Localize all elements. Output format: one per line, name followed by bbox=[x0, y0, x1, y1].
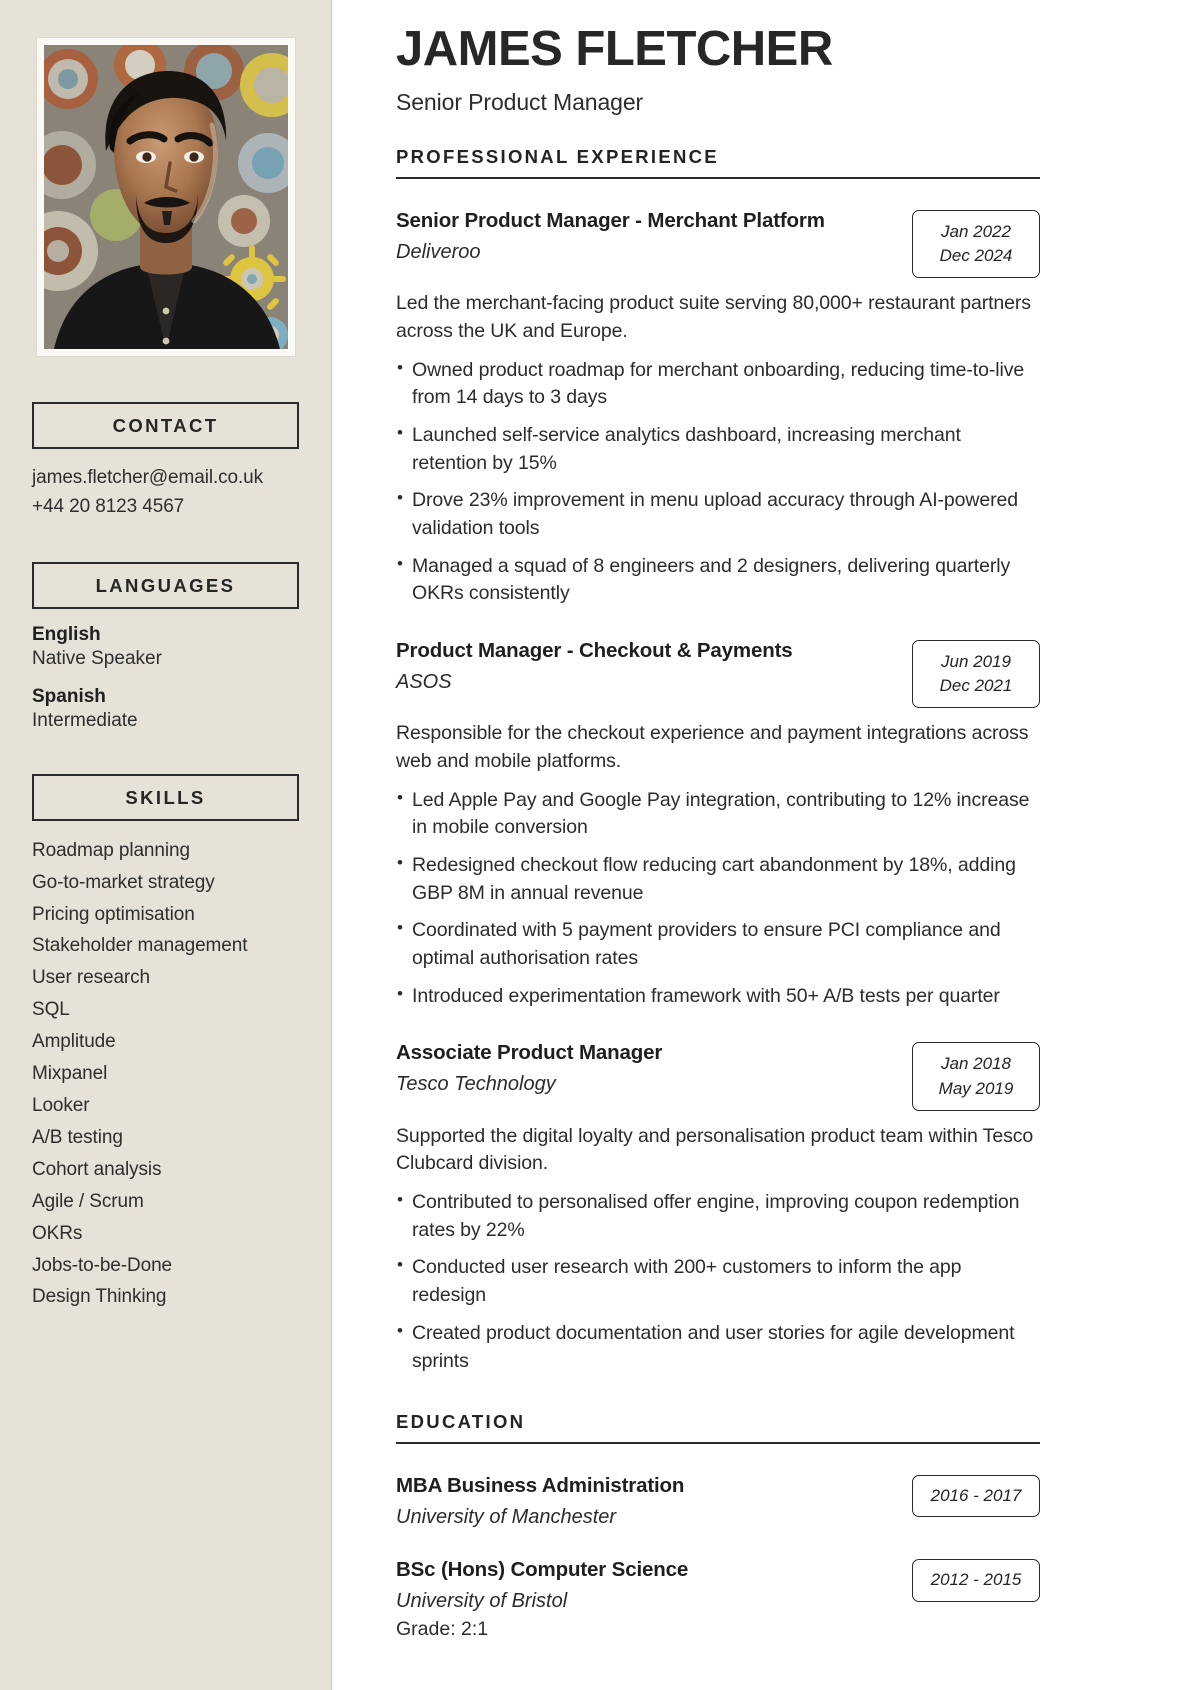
skill-item: Go-to-market strategy bbox=[32, 871, 215, 893]
bullet-item: • Contributed to personalised offer engine, improving coupon redemption rates by 22% bbox=[396, 1189, 1040, 1244]
contact-phone[interactable]: +44 20 8123 4567 bbox=[32, 496, 185, 518]
education-entry bbox=[396, 1557, 1040, 1642]
skill-item: A/B testing bbox=[32, 1126, 123, 1148]
education-date-badge: 2016 - 2017 bbox=[912, 1475, 1040, 1517]
experience-entry bbox=[396, 1040, 1040, 1375]
experience-bullets bbox=[396, 1189, 1040, 1375]
education-entry bbox=[396, 1473, 1040, 1531]
experience-organisation: Tesco Technology bbox=[396, 1073, 556, 1096]
experience-entry bbox=[396, 638, 1040, 1010]
contact-heading: CONTACT bbox=[32, 402, 299, 449]
experience-summary: Supported the digital loyalty and personalisation product team within Tesco Clubcard division. bbox=[396, 1124, 1034, 1175]
education-heading: EDUCATION bbox=[396, 1411, 1040, 1444]
language-level: Native Speaker bbox=[32, 647, 162, 669]
date-start: Jan 2018 bbox=[941, 1054, 1011, 1074]
bullet-item: • Drove 23% improvement in menu upload accuracy through AI-powered validation tools bbox=[396, 487, 1040, 542]
language-name: Spanish bbox=[32, 686, 106, 708]
main-content bbox=[332, 0, 1190, 1690]
experience-organisation: Deliveroo bbox=[396, 240, 481, 263]
experience-date-badge bbox=[912, 210, 1040, 278]
date-start: Jan 2022 bbox=[941, 221, 1011, 241]
education-school: University of Bristol bbox=[396, 1590, 568, 1613]
language-level: Intermediate bbox=[32, 710, 138, 732]
experience-role: Product Manager - Checkout & Payments bbox=[396, 639, 793, 662]
experience-bullets bbox=[396, 787, 1040, 1011]
contact-email[interactable]: james.fletcher@email.co.uk bbox=[32, 467, 264, 488]
language-item bbox=[32, 623, 299, 671]
education-grade: Grade: 2:1 bbox=[396, 1617, 489, 1640]
language-item bbox=[32, 685, 299, 733]
skill-item: SQL bbox=[32, 999, 70, 1021]
date-end: Dec 2021 bbox=[939, 676, 1013, 696]
experience-role: Associate Product Manager bbox=[396, 1041, 663, 1065]
skill-item: Pricing optimisation bbox=[32, 903, 195, 925]
bullet-item: • Conducted user research with 200+ customers to inform the app redesign bbox=[396, 1254, 1040, 1309]
skill-item: Design Thinking bbox=[32, 1286, 167, 1308]
education-degree: MBA Business Administration bbox=[396, 1474, 685, 1498]
bullet-item: • Created product documentation and user stories for agile development sprints bbox=[396, 1320, 1040, 1375]
contact-section bbox=[32, 402, 299, 522]
education-section bbox=[396, 1411, 1040, 1642]
bullet-item: • Coordinated with 5 payment providers to ensure PCI compliance and optimal authorisation rates bbox=[396, 917, 1040, 972]
language-name: English bbox=[32, 623, 101, 645]
experience-heading: PROFESSIONAL EXPERIENCE bbox=[396, 146, 1040, 179]
bullet-item: • Owned product roadmap for merchant onboarding, reducing time-to-live from 14 days to 3 days bbox=[396, 357, 1040, 412]
education-date-badge: 2012 - 2015 bbox=[912, 1559, 1040, 1601]
experience-date-badge bbox=[912, 1042, 1040, 1110]
date-start: Jun 2019 bbox=[941, 652, 1011, 671]
job-title: Senior Product Manager bbox=[396, 88, 644, 115]
skill-item: Amplitude bbox=[32, 1031, 116, 1053]
experience-role: Senior Product Manager - Merchant Platform bbox=[396, 208, 825, 232]
bullet-item: • Led Apple Pay and Google Pay integration, contributing to 12% increase in mobile conversion bbox=[396, 787, 1040, 842]
education-degree: BSc (Hons) Computer Science bbox=[396, 1558, 689, 1582]
skill-item: Jobs-to-be-Done bbox=[32, 1254, 173, 1276]
bullet-item: • Managed a squad of 8 engineers and 2 designers, delivering quarterly OKRs consistently bbox=[396, 553, 1040, 608]
skill-item: Stakeholder management bbox=[32, 935, 248, 957]
experience-section bbox=[396, 146, 1040, 1375]
experience-summary: Responsible for the checkout experience and payment integrations across web and mobile platforms. bbox=[396, 722, 1029, 772]
skill-item: Mixpanel bbox=[32, 1063, 108, 1085]
education-school: University of Manchester bbox=[396, 1505, 617, 1528]
bullet-item: • Introduced experimentation framework with 50+ A/B tests per quarter bbox=[396, 983, 1040, 1011]
experience-organisation: ASOS bbox=[396, 670, 452, 693]
profile-photo-frame bbox=[37, 38, 295, 356]
page-title: JAMES FLETCHER bbox=[396, 22, 833, 76]
experience-date-badge bbox=[912, 640, 1040, 708]
skill-item: Roadmap planning bbox=[32, 839, 190, 861]
experience-bullets bbox=[396, 357, 1040, 609]
skill-item: User research bbox=[32, 967, 151, 989]
experience-entry bbox=[396, 208, 1040, 608]
skill-item: Cohort analysis bbox=[32, 1158, 162, 1180]
languages-heading: LANGUAGES bbox=[32, 562, 299, 609]
sidebar bbox=[0, 0, 332, 1690]
date-end: Dec 2024 bbox=[939, 246, 1013, 265]
skills-heading: SKILLS bbox=[32, 774, 299, 821]
languages-section bbox=[32, 562, 299, 734]
profile-photo bbox=[44, 45, 288, 349]
skill-item: Looker bbox=[32, 1095, 90, 1116]
date-end: May 2019 bbox=[938, 1078, 1014, 1098]
experience-summary: Led the merchant-facing product suite serving 80,000+ restaurant partners across the UK and Europe. bbox=[396, 292, 1031, 342]
skills-section bbox=[32, 774, 299, 1314]
bullet-item: • Redesigned checkout flow reducing cart abandonment by 18%, adding GBP 8M in annual revenue bbox=[396, 852, 1040, 907]
bullet-item: • Launched self-service analytics dashboard, increasing merchant retention by 15% bbox=[396, 422, 1040, 477]
skill-item: OKRs bbox=[32, 1222, 83, 1244]
skill-item: Agile / Scrum bbox=[32, 1190, 144, 1212]
